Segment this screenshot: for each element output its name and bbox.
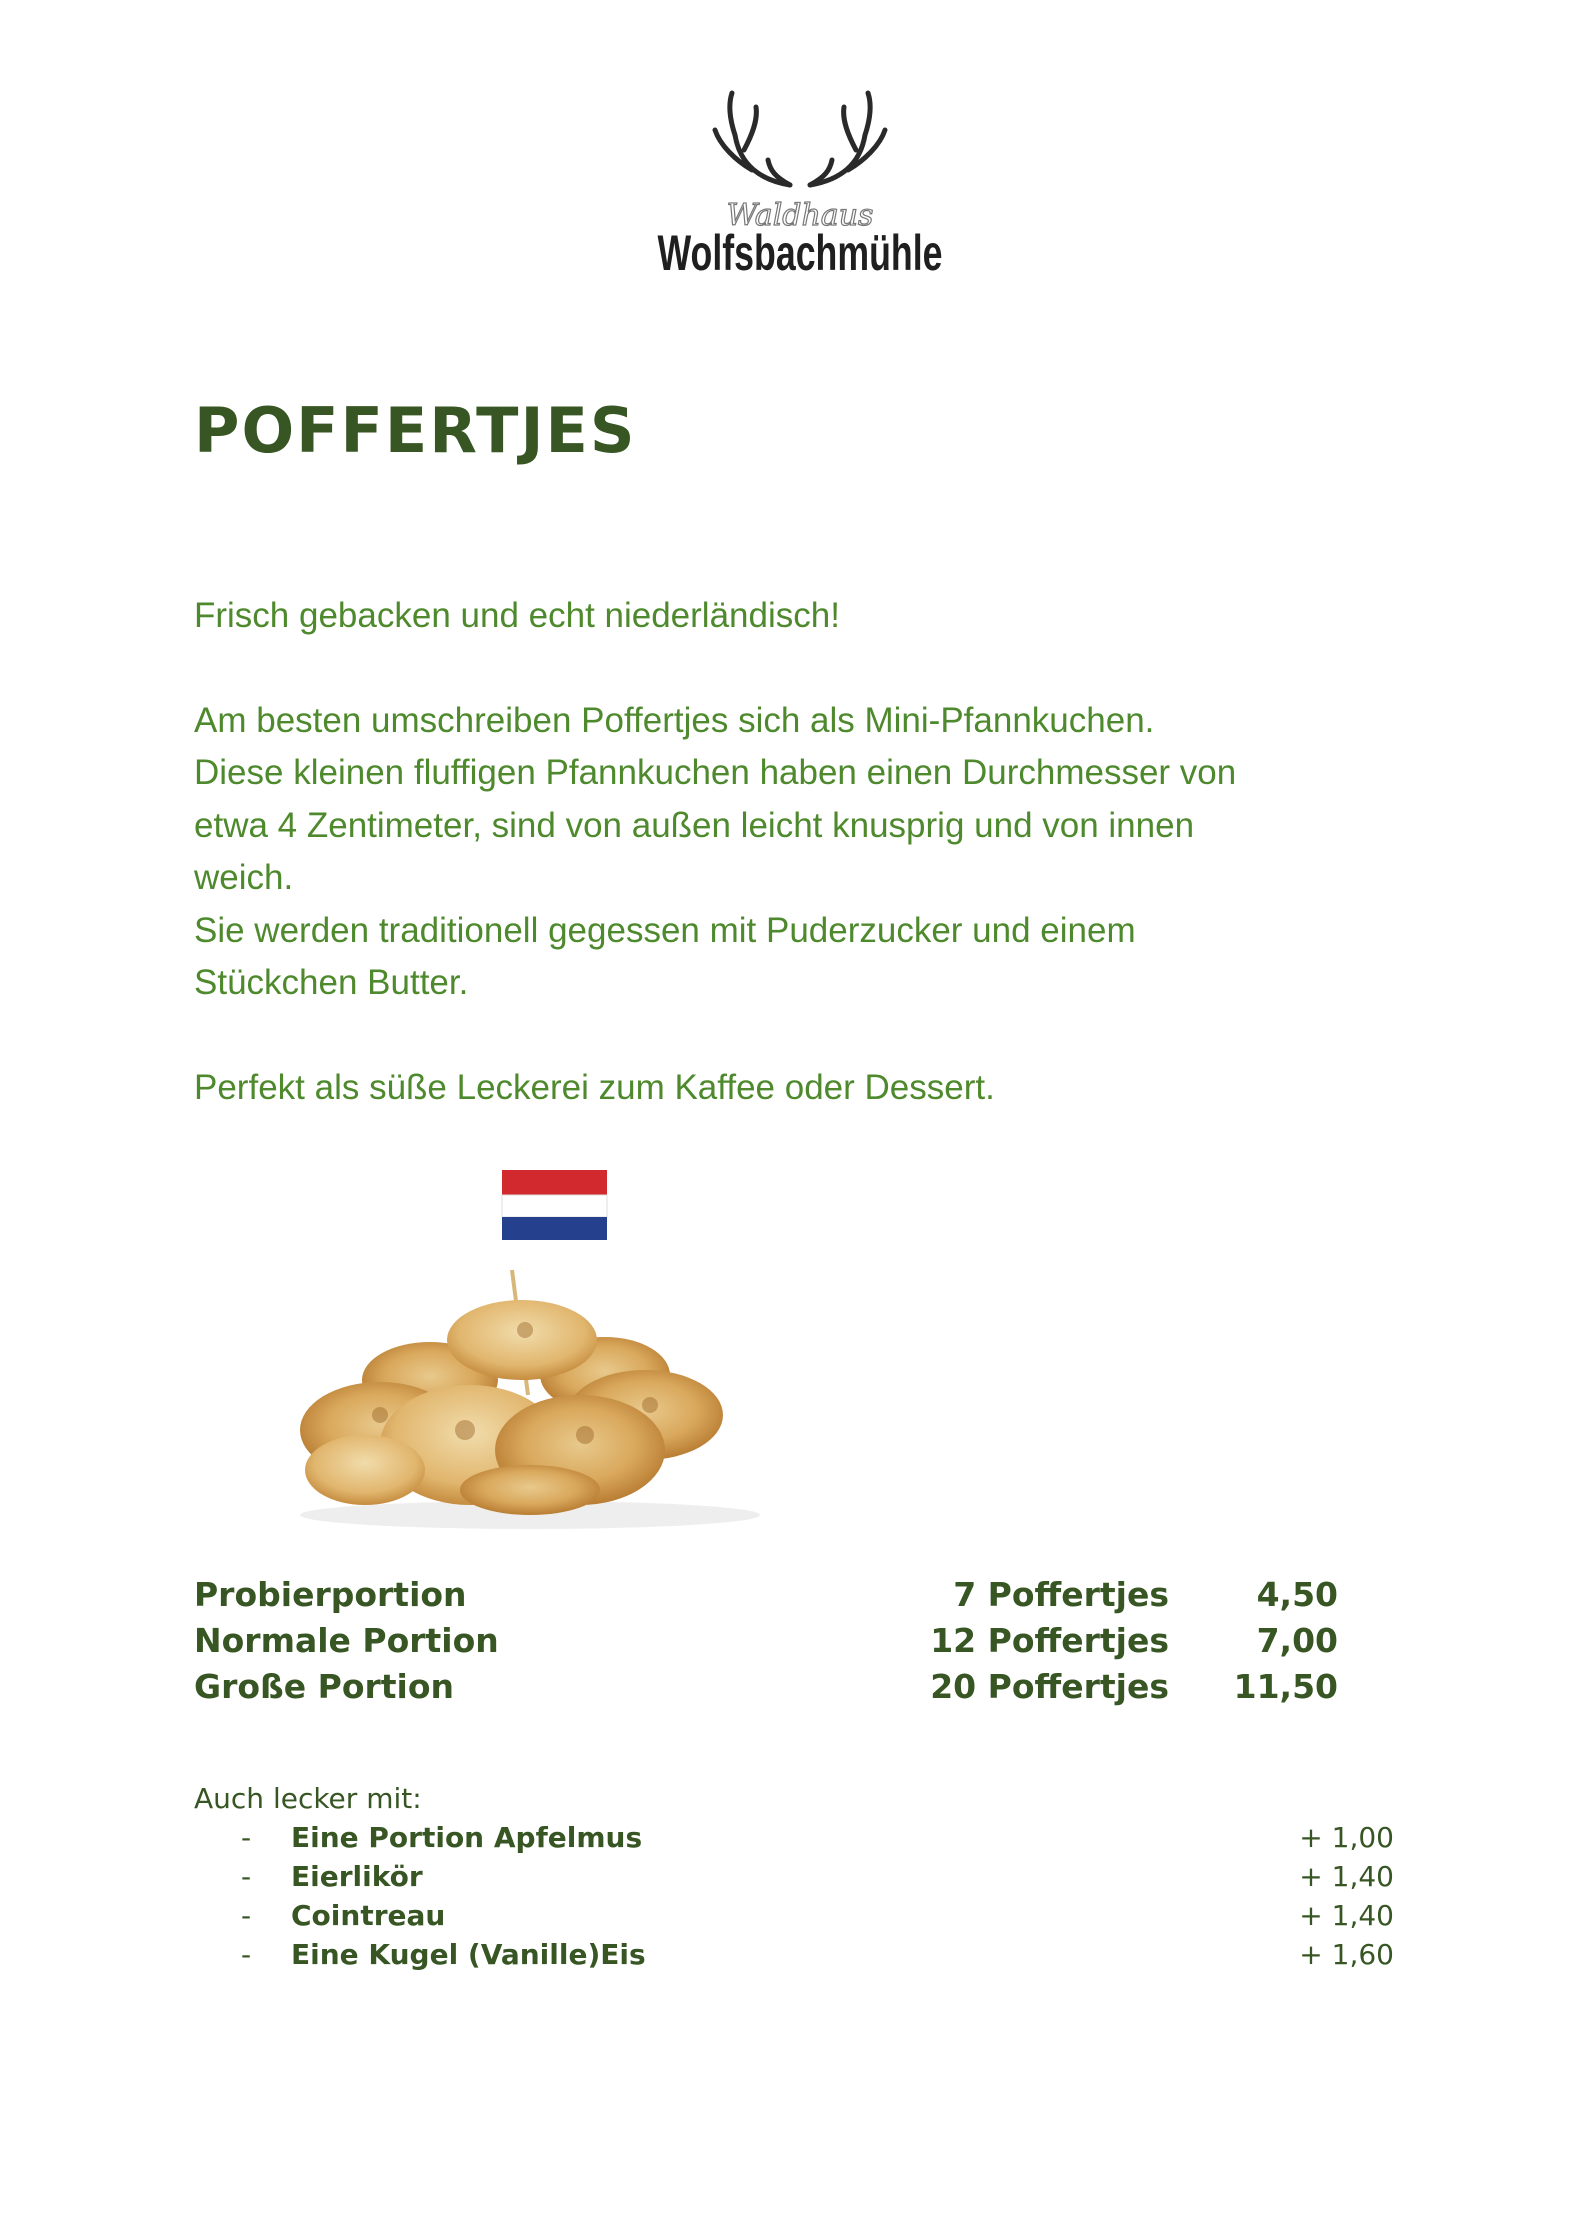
portion-price: 4,50 <box>1256 1575 1338 1614</box>
extra-row <box>194 1821 1404 1860</box>
extra-label: Eierlikör <box>291 1860 423 1893</box>
intro-line: Diese kleinen fluffigen Pfannkuchen haben einen Durchmesser von <box>194 753 1237 792</box>
extra-bullet-dash: - <box>241 1899 252 1932</box>
poffertjes-image <box>280 1160 780 1540</box>
extras-heading: Auch lecker mit: <box>194 1782 422 1815</box>
paragraph-gap <box>194 643 1414 695</box>
flag-blue-stripe <box>502 1217 607 1240</box>
intro-line: weich. <box>194 858 294 897</box>
extra-price: + 1,40 <box>1299 1860 1394 1893</box>
portion-price: 7,00 <box>1256 1621 1338 1660</box>
logo-script-text: Waldhaus <box>726 198 874 233</box>
portion-row <box>194 1575 1374 1621</box>
extras-section <box>194 1782 1404 1977</box>
extra-bullet-dash: - <box>241 1821 252 1854</box>
extra-bullet-dash: - <box>241 1860 252 1893</box>
portion-name: Probierportion <box>194 1575 467 1614</box>
extra-price: + 1,40 <box>1299 1899 1394 1932</box>
extra-label: Cointreau <box>291 1899 446 1932</box>
logo-name-text: Wolfsbachmühle <box>657 225 943 281</box>
portion-row <box>194 1621 1374 1667</box>
flag-red-stripe <box>502 1170 607 1195</box>
extra-price: + 1,00 <box>1299 1821 1394 1854</box>
intro-line: Sie werden traditionell gegessen mit Puderzucker und einem <box>194 910 1136 950</box>
extra-label: Eine Kugel (Vanille)Eis <box>291 1938 646 1971</box>
portion-price-list <box>194 1575 1374 1713</box>
antlers-icon <box>640 85 960 295</box>
paragraph-gap <box>194 1010 1414 1062</box>
extra-row <box>194 1899 1404 1938</box>
page-title: POFFERTJES <box>194 394 637 467</box>
extra-row <box>194 1860 1404 1899</box>
portion-name: Große Portion <box>194 1667 455 1706</box>
portion-price: 11,50 <box>1233 1667 1338 1706</box>
extra-label: Eine Portion Apfelmus <box>291 1821 643 1854</box>
restaurant-logo <box>640 85 960 295</box>
intro-line: Frisch gebacken und echt niederländisch! <box>194 596 840 635</box>
extra-bullet-dash: - <box>241 1938 252 1971</box>
extra-row <box>194 1938 1404 1977</box>
intro-line: Am besten umschreiben Poffertjes sich als Mini-Pfannkuchen. <box>194 700 1155 740</box>
portion-row <box>194 1667 1374 1713</box>
portion-name: Normale Portion <box>194 1621 499 1660</box>
intro-line: Stückchen Butter. <box>194 963 469 1002</box>
intro-text <box>194 590 1414 1114</box>
portion-count: 7 Poffertjes <box>953 1575 1169 1614</box>
intro-line: Perfekt als süße Leckerei zum Kaffee oder Dessert. <box>194 1067 995 1107</box>
extras-list <box>194 1821 1404 1977</box>
portion-count: 20 Poffertjes <box>930 1667 1169 1706</box>
poffertjes-with-dutch-flag-image <box>280 1160 780 1540</box>
intro-line: etwa 4 Zentimeter, sind von außen leicht knusprig und von innen <box>194 805 1195 845</box>
flag-white-stripe <box>502 1195 607 1217</box>
extra-price: + 1,60 <box>1299 1938 1394 1971</box>
portion-count: 12 Poffertjes <box>930 1621 1169 1660</box>
